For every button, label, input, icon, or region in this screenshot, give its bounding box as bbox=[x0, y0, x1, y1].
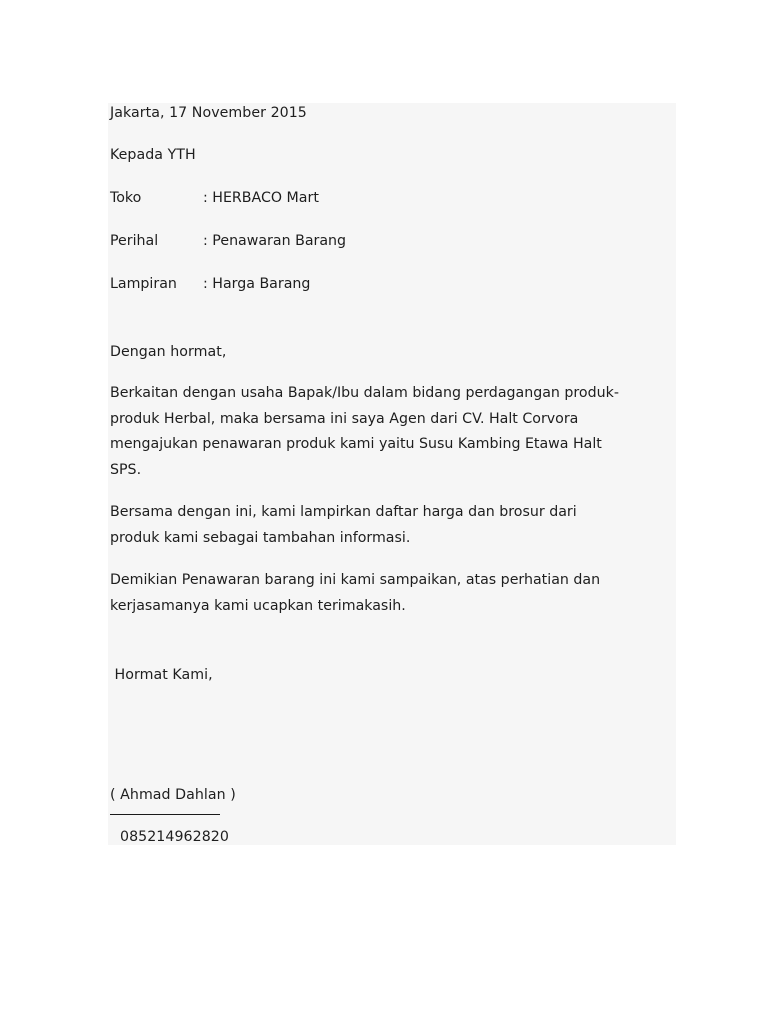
phone-number: 085214962820 bbox=[120, 829, 229, 845]
paragraph-line: produk Herbal, maka bersama ini saya Agen dari CV. Halt Corvora bbox=[110, 410, 579, 427]
paragraph-offer bbox=[110, 381, 672, 483]
field-label: Lampiran bbox=[110, 276, 177, 292]
field-value: : Harga Barang bbox=[203, 276, 311, 292]
field-toko bbox=[110, 189, 319, 207]
field-lampiran bbox=[110, 275, 310, 293]
signature-line bbox=[110, 814, 220, 815]
paragraph-closing bbox=[110, 568, 672, 619]
field-value: : HERBACO Mart bbox=[203, 190, 319, 206]
paragraph-line: Demikian Penawaran barang ini kami sampaikan, atas perhatian dan bbox=[110, 572, 601, 588]
paragraph-line: produk kami sebagai tambahan informasi. bbox=[110, 529, 411, 546]
paragraph-line: mengajukan penawaran produk kami yaitu Susu Kambing Etawa Halt bbox=[110, 436, 602, 452]
place-date: Jakarta, 17 November 2015 bbox=[110, 105, 307, 121]
closing-phrase: Hormat Kami, bbox=[110, 667, 213, 683]
paragraph-line: SPS. bbox=[110, 461, 142, 478]
field-perihal bbox=[110, 232, 346, 250]
signatory-name: ( Ahmad Dahlan ) bbox=[110, 787, 236, 803]
paragraph-attachment bbox=[110, 500, 672, 551]
paragraph-line: Berkaitan dengan usaha Bapak/Ibu dalam bidang perdagangan produk- bbox=[110, 385, 619, 401]
salutation: Dengan hormat, bbox=[110, 344, 227, 360]
paragraph-line: Bersama dengan ini, kami lampirkan daftar harga dan brosur dari bbox=[110, 504, 577, 520]
recipient-intro: Kepada YTH bbox=[110, 147, 196, 163]
field-label: Toko bbox=[110, 190, 142, 206]
field-label: Perihal bbox=[110, 233, 159, 249]
field-value: : Penawaran Barang bbox=[203, 233, 347, 249]
paragraph-line: kerjasamanya kami ucapkan terimakasih. bbox=[110, 597, 406, 614]
